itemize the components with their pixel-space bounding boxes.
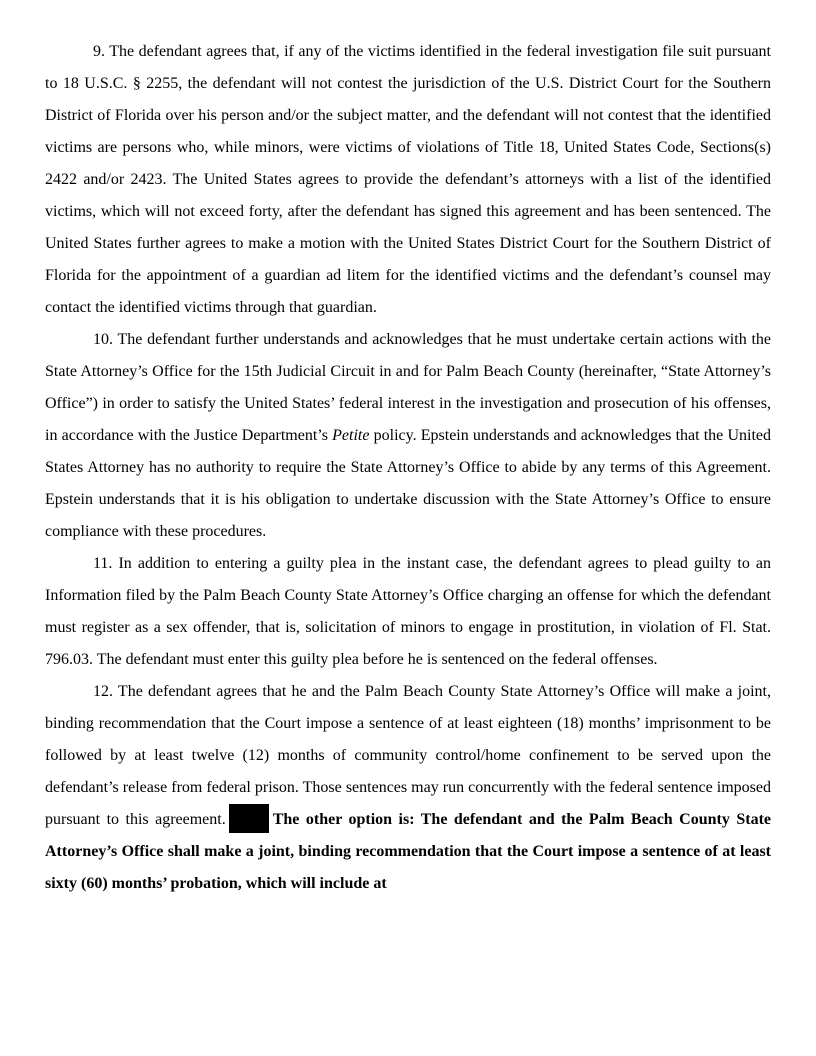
paragraph-10-text-after: policy. Epstein understands and acknowledges that the United States Attorney has no authority to require the State Attorney’s Office to abide by any terms of this Agreement. Epstein understands that it is his obligation to undertake discussion with the State Attorney’s Office to ensure compliance with these procedures.: [45, 427, 771, 540]
paragraph-12-text: 12. The defendant agrees that he and the Palm Beach County State Attorney’s Office will make a joint, binding recommendation that the Court impose a sentence of at least eighteen (18) months’ imprisonment to be followed by at least twelve (12) months of community control/home confinement to be served upon the defendant’s release from federal prison. Those sentences may run concurrently with the federal sentence imposed pursuant to this agreement.: [45, 683, 771, 828]
redaction-box: [229, 804, 269, 833]
petite-policy-italic: Petite: [332, 427, 370, 444]
paragraph-11-text: 11. In addition to entering a guilty plea in the instant case, the defendant agrees to plead guilty to an Information filed by the Palm Beach County State Attorney’s Office charging an offense for which the defendant must register as a sex offender, that is, solicitation of minors to engage in prostitution, in violation of Fl. Stat. 796.03. The defendant must enter this guilty plea before he is sentenced on the federal offenses.: [45, 555, 771, 668]
paragraph-12-bold-text: The other option is: The defendant and the Palm Beach County State Attorney’s Office shall make a joint, binding recommendation that the Court impose a sentence of at least sixty (60) months’ probation, which will include at: [45, 811, 772, 892]
paragraph-10-text-before: 10. The defendant further understands and acknowledges that he must undertake certain actions with the State Attorney’s Office for the 15th Judicial Circuit in and for Palm Beach County (hereinafter, “State Attorney’s Office”) in order to satisfy the United States’ federal interest in the investigation and prosecution of his offenses, in accordance with the Justice Department’s: [45, 331, 771, 444]
paragraph-12: [45, 676, 771, 900]
paragraph-10: [45, 324, 771, 548]
document-page: [45, 36, 771, 900]
paragraph-9-text: 9. The defendant agrees that, if any of the victims identified in the federal investigation file suit pursuant to 18 U.S.C. § 2255, the defendant will not contest the jurisdiction of the U.S. District Court for the Southern District of Florida over his person and/or the subject matter, and the defendant will not contest that the identified victims are persons who, while minors, were victims of violations of Title 18, United States Code, Sections(s) 2422 and/or 2423. The United States agrees to provide the defendant’s attorneys with a list of the identified victims, which will not exceed forty, after the defendant has signed this agreement and has been sentenced. The United States further agrees to make a motion with the United States District Court for the Southern District of Florida for the appointment of a guardian ad litem for the identified victims and the defendant’s counsel may contact the identified victims through that guardian.: [45, 43, 771, 316]
paragraph-11: [45, 548, 771, 676]
paragraph-9: [45, 36, 771, 324]
